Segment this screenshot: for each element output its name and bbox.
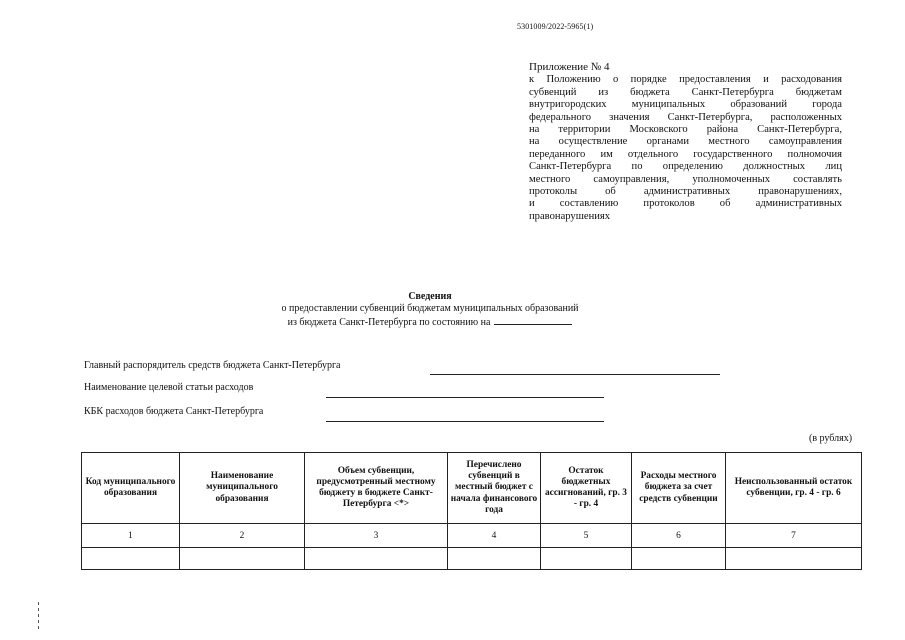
col-header-name: Наименование муниципального образования xyxy=(180,453,305,524)
field-target-blank[interactable] xyxy=(326,397,604,398)
table-cell[interactable] xyxy=(82,548,180,570)
document-number: 5301009/2022-5965(1) xyxy=(517,22,594,31)
appendix-line: местного самоуправления, уполномоченных составлять xyxy=(529,173,842,185)
margin-marks xyxy=(38,602,40,638)
col-number: 6 xyxy=(632,524,726,548)
report-heading xyxy=(150,291,710,329)
table-cell[interactable] xyxy=(448,548,541,570)
unit-label: (в рублях) xyxy=(809,433,853,444)
col-header-balance: Остаток бюджетных ассигнований, гр. 3 - гр. 4 xyxy=(541,453,632,524)
field-target-label: Наименование целевой статьи расходов xyxy=(84,382,254,393)
table-header-row xyxy=(82,453,862,524)
appendix-line: федерального значения Санкт-Петербурга, расположенных xyxy=(529,111,842,123)
col-header-transferred: Перечислено субвенций в местный бюджет с начала финансового года xyxy=(448,453,541,524)
report-subtitle: о предоставлении субвенций бюджетам муниципальных образований xyxy=(281,303,579,314)
appendix-line: и составлению протоколов об административных xyxy=(529,198,842,210)
margin-mark xyxy=(38,626,39,629)
table-cell[interactable] xyxy=(541,548,632,570)
col-header-unused: Неиспользованный остаток субвенции, гр. 4 - гр. 6 xyxy=(726,453,862,524)
table-cell[interactable] xyxy=(632,548,726,570)
appendix-line: переданного им отдельного государственного полномочия xyxy=(529,148,842,160)
table-number-row xyxy=(82,524,862,548)
col-number: 7 xyxy=(726,524,862,548)
field-kbk-blank[interactable] xyxy=(326,421,604,422)
col-number: 4 xyxy=(448,524,541,548)
field-manager-label: Главный распорядитель средств бюджета Санкт-Петербурга xyxy=(84,360,341,371)
appendix-line: на территории Московского района Санкт-Петербурга, xyxy=(529,124,842,136)
margin-mark xyxy=(38,614,39,617)
report-title: Сведения xyxy=(408,291,452,302)
margin-mark xyxy=(38,620,39,623)
col-header-expenses: Расходы местного бюджета за счет средств субвенции xyxy=(632,453,726,524)
col-number: 2 xyxy=(180,524,305,548)
col-header-code: Код муниципального образования xyxy=(82,453,180,524)
field-kbk-label: КБК расходов бюджета Санкт-Петербурга xyxy=(84,406,264,417)
report-date-blank[interactable] xyxy=(494,315,572,325)
margin-mark xyxy=(38,608,39,611)
col-header-volume: Объем субвенции, предусмотренный местному бюджету в бюджете Санкт-Петербурга <*> xyxy=(305,453,448,524)
col-number: 1 xyxy=(82,524,180,548)
report-date-line xyxy=(150,315,710,329)
appendix-line: на осуществление органами местного самоуправления xyxy=(529,136,842,148)
table-cell[interactable] xyxy=(726,548,862,570)
appendix-line: Санкт-Петербурга по определению должностных лиц xyxy=(529,161,842,173)
appendix-line: протоколы об административных правонарушениях, xyxy=(529,186,842,198)
subvention-table xyxy=(81,452,862,570)
margin-mark xyxy=(38,602,39,605)
appendix-line: к Положению о порядке предоставления и расходования xyxy=(529,74,842,86)
appendix-title: Приложение № 4 xyxy=(529,61,610,73)
table-row xyxy=(82,548,862,570)
report-date-label: из бюджета Санкт-Петербурга по состоянию на xyxy=(287,317,491,328)
appendix-block xyxy=(529,61,842,223)
field-manager-blank[interactable] xyxy=(430,374,720,375)
col-number: 3 xyxy=(305,524,448,548)
col-number: 5 xyxy=(541,524,632,548)
table-cell[interactable] xyxy=(305,548,448,570)
appendix-line: правонарушениях xyxy=(529,210,611,222)
appendix-line: внутригородских муниципальных образований города xyxy=(529,99,842,111)
appendix-line: субвенций из бюджета Санкт-Петербурга бюджетам xyxy=(529,86,842,98)
table-cell[interactable] xyxy=(180,548,305,570)
